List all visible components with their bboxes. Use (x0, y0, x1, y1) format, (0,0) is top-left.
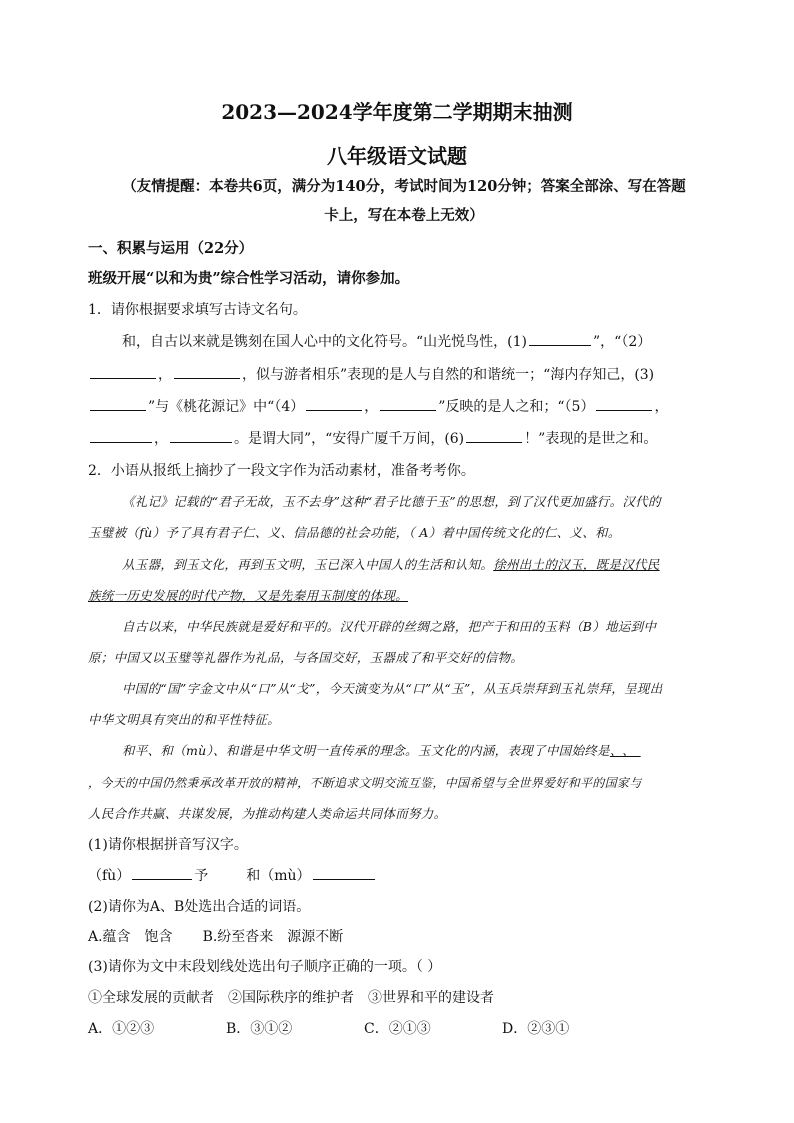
answer-blank-5c[interactable] (170, 428, 232, 443)
q1-line-2: ， ，似与游者相乐”表现的是人与自然的和谐统一；“海内存知己，(3) (88, 364, 708, 386)
answer-blank-fu[interactable] (132, 865, 192, 880)
q1-stem: 1．请你根据要求填写古诗文名句。 (88, 302, 307, 318)
choice-a[interactable]: A．①②③ (88, 1021, 155, 1037)
answer-blank-2b[interactable] (174, 364, 240, 379)
q1-line-1: 和，自古以来就是镌刻在国人心中的文化符号。“山光悦鸟性，(1) ”，“（2） (122, 331, 708, 353)
passage-p5-line3: 人民合作共赢、共谋发展，为推动构建人类命运共同体而努力。 (88, 806, 447, 821)
exam-title: 2023—2024学年度第二学期期末抽测 (221, 100, 573, 124)
choice-d[interactable]: D．②③① (502, 1021, 570, 1037)
answer-blank-4a[interactable] (306, 396, 362, 411)
q2-sub1-blanks: （fù） 予 和（mù） (88, 865, 708, 887)
notice-line-2: 卡上，写在本卷上无效） (324, 207, 484, 224)
underlined-sentence: 徐州出土的汉玉，既是汉代民 (493, 557, 660, 572)
q2-sub2-options (88, 926, 708, 948)
choice-c[interactable]: C．②①③ (364, 1021, 431, 1037)
q2-sub3-items: ①全球发展的贡献者 ②国际秩序的维护者 ③世界和平的建设者 (88, 990, 494, 1006)
option-b-words: B.纷至沓来 源源不断 (202, 929, 344, 945)
q2-sub1: (1)请你根据拼音写汉字。 (88, 837, 248, 853)
answer-blank-2a[interactable] (90, 364, 156, 379)
answer-blank-5b[interactable] (90, 428, 152, 443)
option-a-words: A.蕴含 饱含 (88, 929, 173, 945)
passage-p2-line2: 族统一历史发展的时代产物，又是先秦用玉制度的体现。 (88, 588, 409, 603)
exam-subtitle: 八年级语文试题 (327, 144, 467, 168)
passage-p3-line1: 自古以来，中华民族就是爱好和平的。汉代开辟的丝绸之路，把产于和田的玉料（B）地运到中 (122, 619, 657, 634)
q2-sub3-choices (88, 1018, 708, 1040)
section-heading: 一、积累与运用（22分） (88, 240, 254, 257)
passage-p5-line1: 和平、和（mù）、和谐是中华文明一直传承的理念。玉文化的内涵，表现了中国始终是、、 (122, 743, 641, 758)
q2-sub2: (2)请你为A、B处选出合适的词语。 (88, 899, 311, 915)
passage-p4-line2: 中华文明具有突出的和平性特征。 (88, 712, 281, 727)
answer-blank-3[interactable] (90, 396, 146, 411)
answer-blank-5a[interactable] (596, 396, 652, 411)
q1-line-3: ”与《桃花源记》中“（4） ， ”反映的是人之和；“（5） ， (88, 396, 708, 418)
passage-p4-line1: 中国的“国”字金文中从“口”从“戈”，今天演变为从“口”从“玉”，从玉兵崇拜到玉礼崇拜，呈现出 (122, 681, 663, 696)
passage-p1-line1: 《礼记》记载的“君子无故，玉不去身”这种“君子比德于玉”的思想，到了汉代更加盛行。汉代的 (122, 494, 661, 509)
answer-blank-1[interactable] (529, 331, 591, 346)
answer-blank-4b[interactable] (380, 396, 436, 411)
answer-blank-6[interactable] (466, 428, 522, 443)
passage-p3-line2: 原；中国又以玉璧等礼器作为礼品，与各国交好，玉器成了和平交好的信物。 (88, 650, 524, 665)
q2-stem: 2．小语从报纸上摘抄了一段文字作为活动素材，准备考考你。 (88, 463, 475, 479)
notice-line-1: （友情提醒：本卷共6页，满分为140分，考试时间为120分钟；答案全部涂、写在答题 (122, 178, 686, 195)
passage-p2-line1: 从玉器，到玉文化，再到玉文明，玉已深入中国人的生活和认知。徐州出土的汉玉，既是汉代民 (122, 557, 660, 572)
answer-blank-mu[interactable] (313, 865, 375, 880)
passage-p5-line2: ，今天的中国仍然秉承改革开放的精神，不断追求文明交流互鉴，中国希望与全世界爱好和平的国家与 (88, 776, 642, 790)
activity-intro: 班级开展“以和为贵”综合性学习活动，请你参加。 (88, 270, 410, 287)
choice-b[interactable]: B．③①② (226, 1021, 293, 1037)
passage-p1-line2: 玉璧被（fù）予了具有君子仁、义、信品德的社会功能，（ A）着中国传统文化的仁、义、和。 (88, 525, 621, 540)
q1-line-4: ， 。是谓大同”，“安得广厦千万间，(6) ！”表现的是世之和。 (88, 428, 708, 450)
q2-sub3: (3)请你为文中末段划线处选出句子顺序正确的一项。（ ） (88, 959, 442, 975)
passage-underlined-blank: 、、 (609, 743, 641, 758)
